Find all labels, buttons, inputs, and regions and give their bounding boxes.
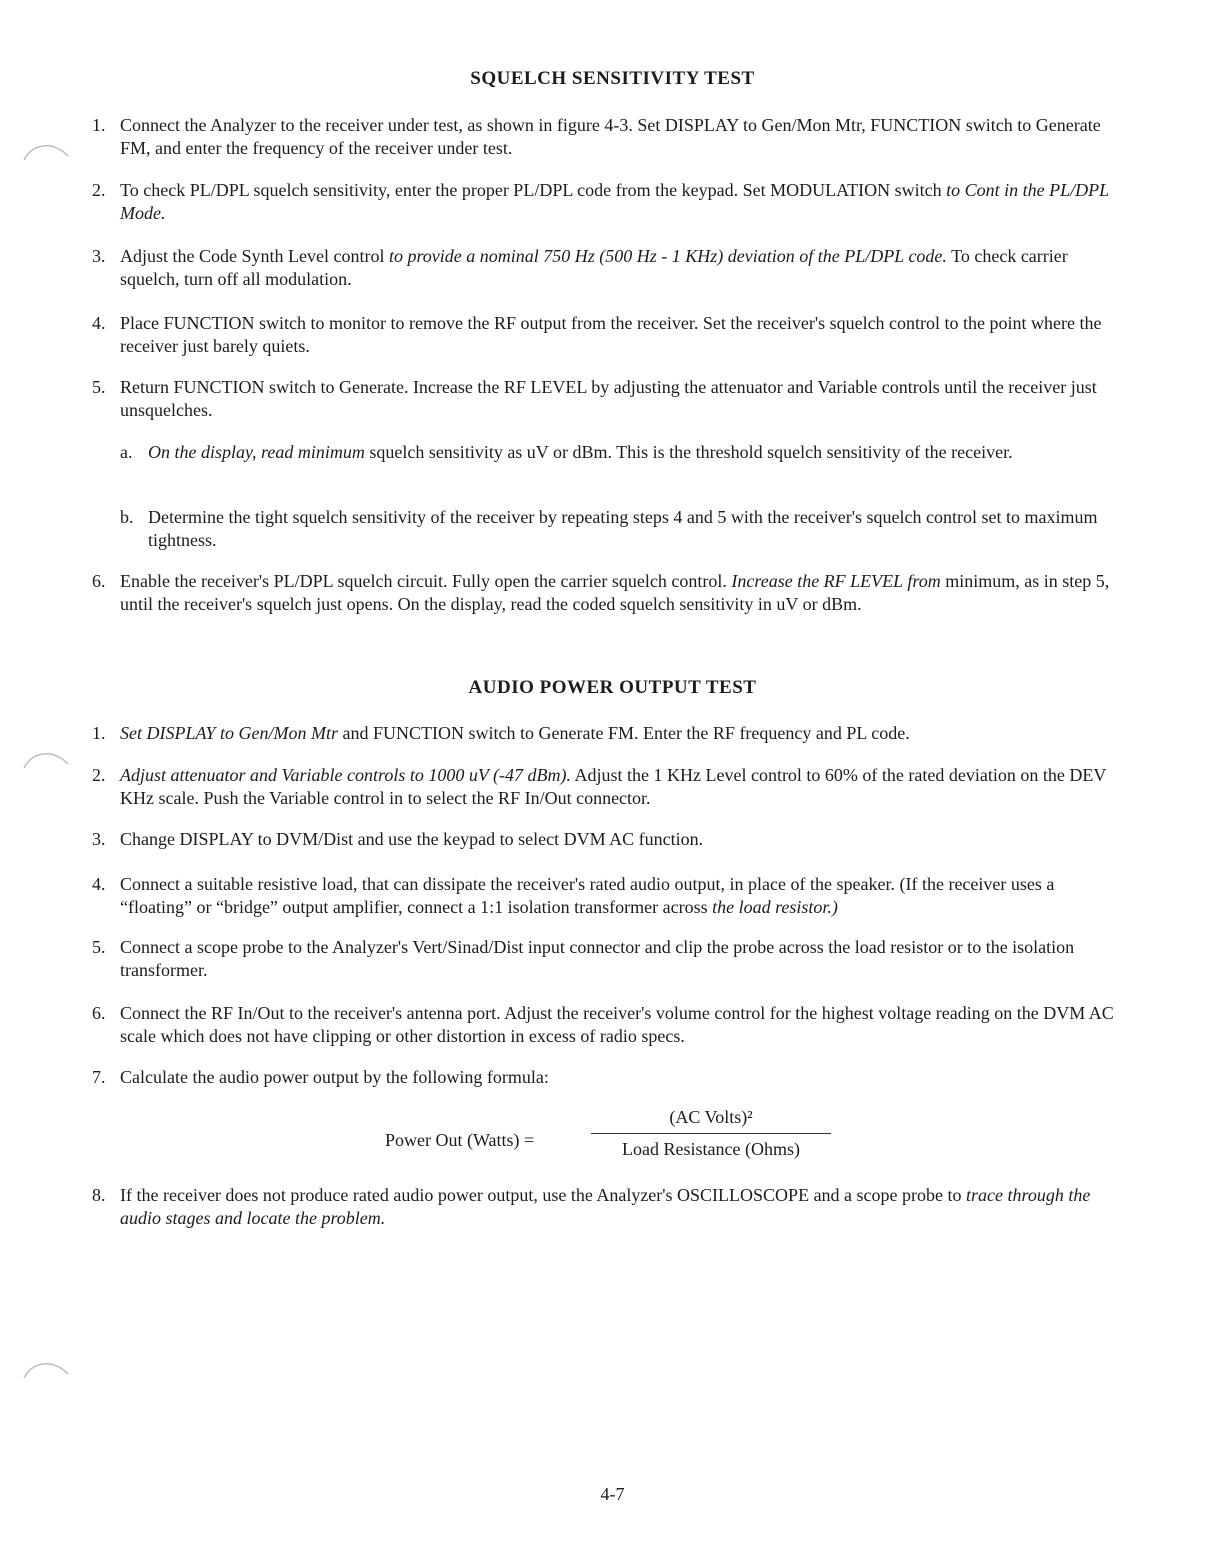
step-number: 8.: [92, 1185, 106, 1205]
squelch-step-5: [92, 376, 1122, 422]
hole-punch-mark-bottom: [22, 1356, 72, 1380]
step-number: 7.: [92, 1067, 106, 1087]
step-text: [148, 441, 1122, 464]
step-number: 3.: [92, 246, 106, 266]
hole-punch-mark-top: [22, 138, 72, 162]
formula-fraction: [591, 1105, 831, 1161]
step-text: Place FUNCTION switch to monitor to remove the RF output from the receiver. Set the receiver's squelch control to the point where the receiver just barely quiets.: [120, 313, 1102, 356]
step-text: Connect a scope probe to the Analyzer's Vert/Sinad/Dist input connector and clip the probe across the load resistor or to the isolation transformer.: [120, 937, 1075, 980]
step-number: 4.: [92, 874, 106, 894]
step-text: Determine the tight squelch sensitivity of the receiver by repeating steps 4 and 5 with the receiver's squelch control set to maximum tightness.: [148, 507, 1098, 550]
squelch-test-heading: SQUELCH SENSITIVITY TEST: [470, 68, 755, 89]
audio-step-1: [92, 722, 1122, 745]
step-text-part: Adjust the 1 KHz Level control to 60% of the rated deviation on the DEV KHz scale. Push the Variable control in to select the RF In/Out connector.: [120, 765, 1107, 808]
page-number: 4-7: [600, 1484, 625, 1504]
step-text-italic: Set DISPLAY to Gen/Mon Mtr: [120, 723, 338, 743]
step-text-part: squelch sensitivity as uV or dBm. This is the threshold squelch sensitivity of the receiver.: [364, 442, 1013, 462]
squelch-step-4: [92, 312, 1122, 358]
step-text-part: and FUNCTION switch to Generate FM. Enter the RF frequency and PL code.: [338, 723, 910, 743]
step-letter: a.: [120, 442, 133, 462]
step-text-italic: trace through the audio stages and locate the problem.: [120, 1185, 1091, 1228]
audio-test-heading: AUDIO POWER OUTPUT TEST: [468, 677, 757, 698]
squelch-step-3: [92, 245, 1122, 291]
step-text: [120, 764, 1122, 810]
audio-step-4: [92, 873, 1122, 919]
step-number: 6.: [92, 571, 106, 591]
step-number: 3.: [92, 829, 106, 849]
step-text-italic: Adjust attenuator and Variable controls to 1000 uV (-47 dBm).: [120, 765, 571, 785]
step-text-part: Adjust the Code Synth Level control: [120, 246, 389, 266]
step-text: Connect the RF In/Out to the receiver's antenna port. Adjust the receiver's volume control for the highest voltage reading on the DVM AC scale which does not have clipping or other distortion in excess of radio specs.: [120, 1003, 1114, 1046]
step-number: 4.: [92, 313, 106, 333]
step-text: [120, 179, 1122, 225]
audio-step-8: [92, 1184, 1122, 1230]
audio-step-2: [92, 764, 1122, 810]
step-number: 6.: [92, 1003, 106, 1023]
step-text: [120, 245, 1122, 291]
squelch-step-2: [92, 179, 1122, 225]
step-letter: b.: [120, 507, 134, 527]
power-formula: [385, 1105, 845, 1165]
step-text-italic: Increase the RF LEVEL from: [731, 571, 941, 591]
step-text: [120, 722, 1122, 745]
fraction-bar: [591, 1133, 831, 1134]
hole-punch-mark-middle: [22, 746, 72, 770]
squelch-step-5b: [120, 506, 1122, 552]
step-text: Return FUNCTION switch to Generate. Increase the RF LEVEL by adjusting the attenuator and Variable controls until the receiver just unsquelches.: [120, 377, 1097, 420]
formula-lhs: Power Out (Watts) =: [385, 1130, 535, 1150]
step-number: 1.: [92, 723, 106, 743]
step-number: 5.: [92, 937, 106, 957]
formula-denominator: Load Resistance (Ohms): [622, 1139, 800, 1159]
step-text-part: To check carrier squelch, turn off all modulation.: [120, 246, 1068, 289]
squelch-step-1: [92, 114, 1122, 160]
step-text-part: Connect a suitable resistive load, that can dissipate the receiver's rated audio output, in place of the speaker. (If the receiver uses a “floating” or “bridge” output amplifier, connect a 1:1 isolation transformer across: [120, 874, 1055, 917]
audio-step-7: [92, 1066, 1122, 1089]
step-text: Change DISPLAY to DVM/Dist and use the keypad to select DVM AC function.: [120, 829, 704, 849]
step-text-italic: On the display, read minimum: [148, 442, 365, 462]
step-text-part: minimum, as in step 5, until the receiver's squelch just opens. On the display, read the coded squelch sensitivity in uV or dBm.: [120, 571, 1110, 614]
step-text: [120, 1184, 1122, 1230]
step-number: 5.: [92, 377, 106, 397]
step-text: Connect the Analyzer to the receiver under test, as shown in figure 4-3. Set DISPLAY to Gen/Mon Mtr, FUNCTION switch to Generate FM, and enter the frequency of the receiver under test.: [120, 115, 1101, 158]
step-text-italic: to Cont in the PL/DPL Mode.: [120, 180, 1109, 223]
step-text-part: If the receiver does not produce rated audio power output, use the Analyzer's OSCILLOSCOPE and a scope probe to: [120, 1185, 967, 1205]
squelch-step-6: [92, 570, 1122, 616]
step-number: 2.: [92, 765, 106, 785]
audio-step-3: [92, 828, 1122, 851]
step-text: [120, 873, 1122, 919]
step-text-italic: to provide a nominal 750 Hz (500 Hz - 1 KHz) deviation of the PL/DPL code.: [388, 246, 947, 266]
formula-numerator: (AC Volts)²: [669, 1107, 753, 1127]
step-text-italic: the load resistor.): [712, 897, 838, 917]
step-number: 2.: [92, 180, 106, 200]
step-text: [120, 570, 1122, 616]
step-text: Calculate the audio power output by the following formula:: [120, 1067, 549, 1087]
audio-step-6: [92, 1002, 1122, 1048]
step-number: 1.: [92, 115, 106, 135]
step-text-part: To check PL/DPL squelch sensitivity, enter the proper PL/DPL code from the keypad. Set MODULATION switch: [120, 180, 947, 200]
audio-step-5: [92, 936, 1122, 982]
step-text-part: Enable the receiver's PL/DPL squelch circuit. Fully open the carrier squelch control.: [120, 571, 732, 591]
squelch-step-5a: [120, 441, 1122, 464]
